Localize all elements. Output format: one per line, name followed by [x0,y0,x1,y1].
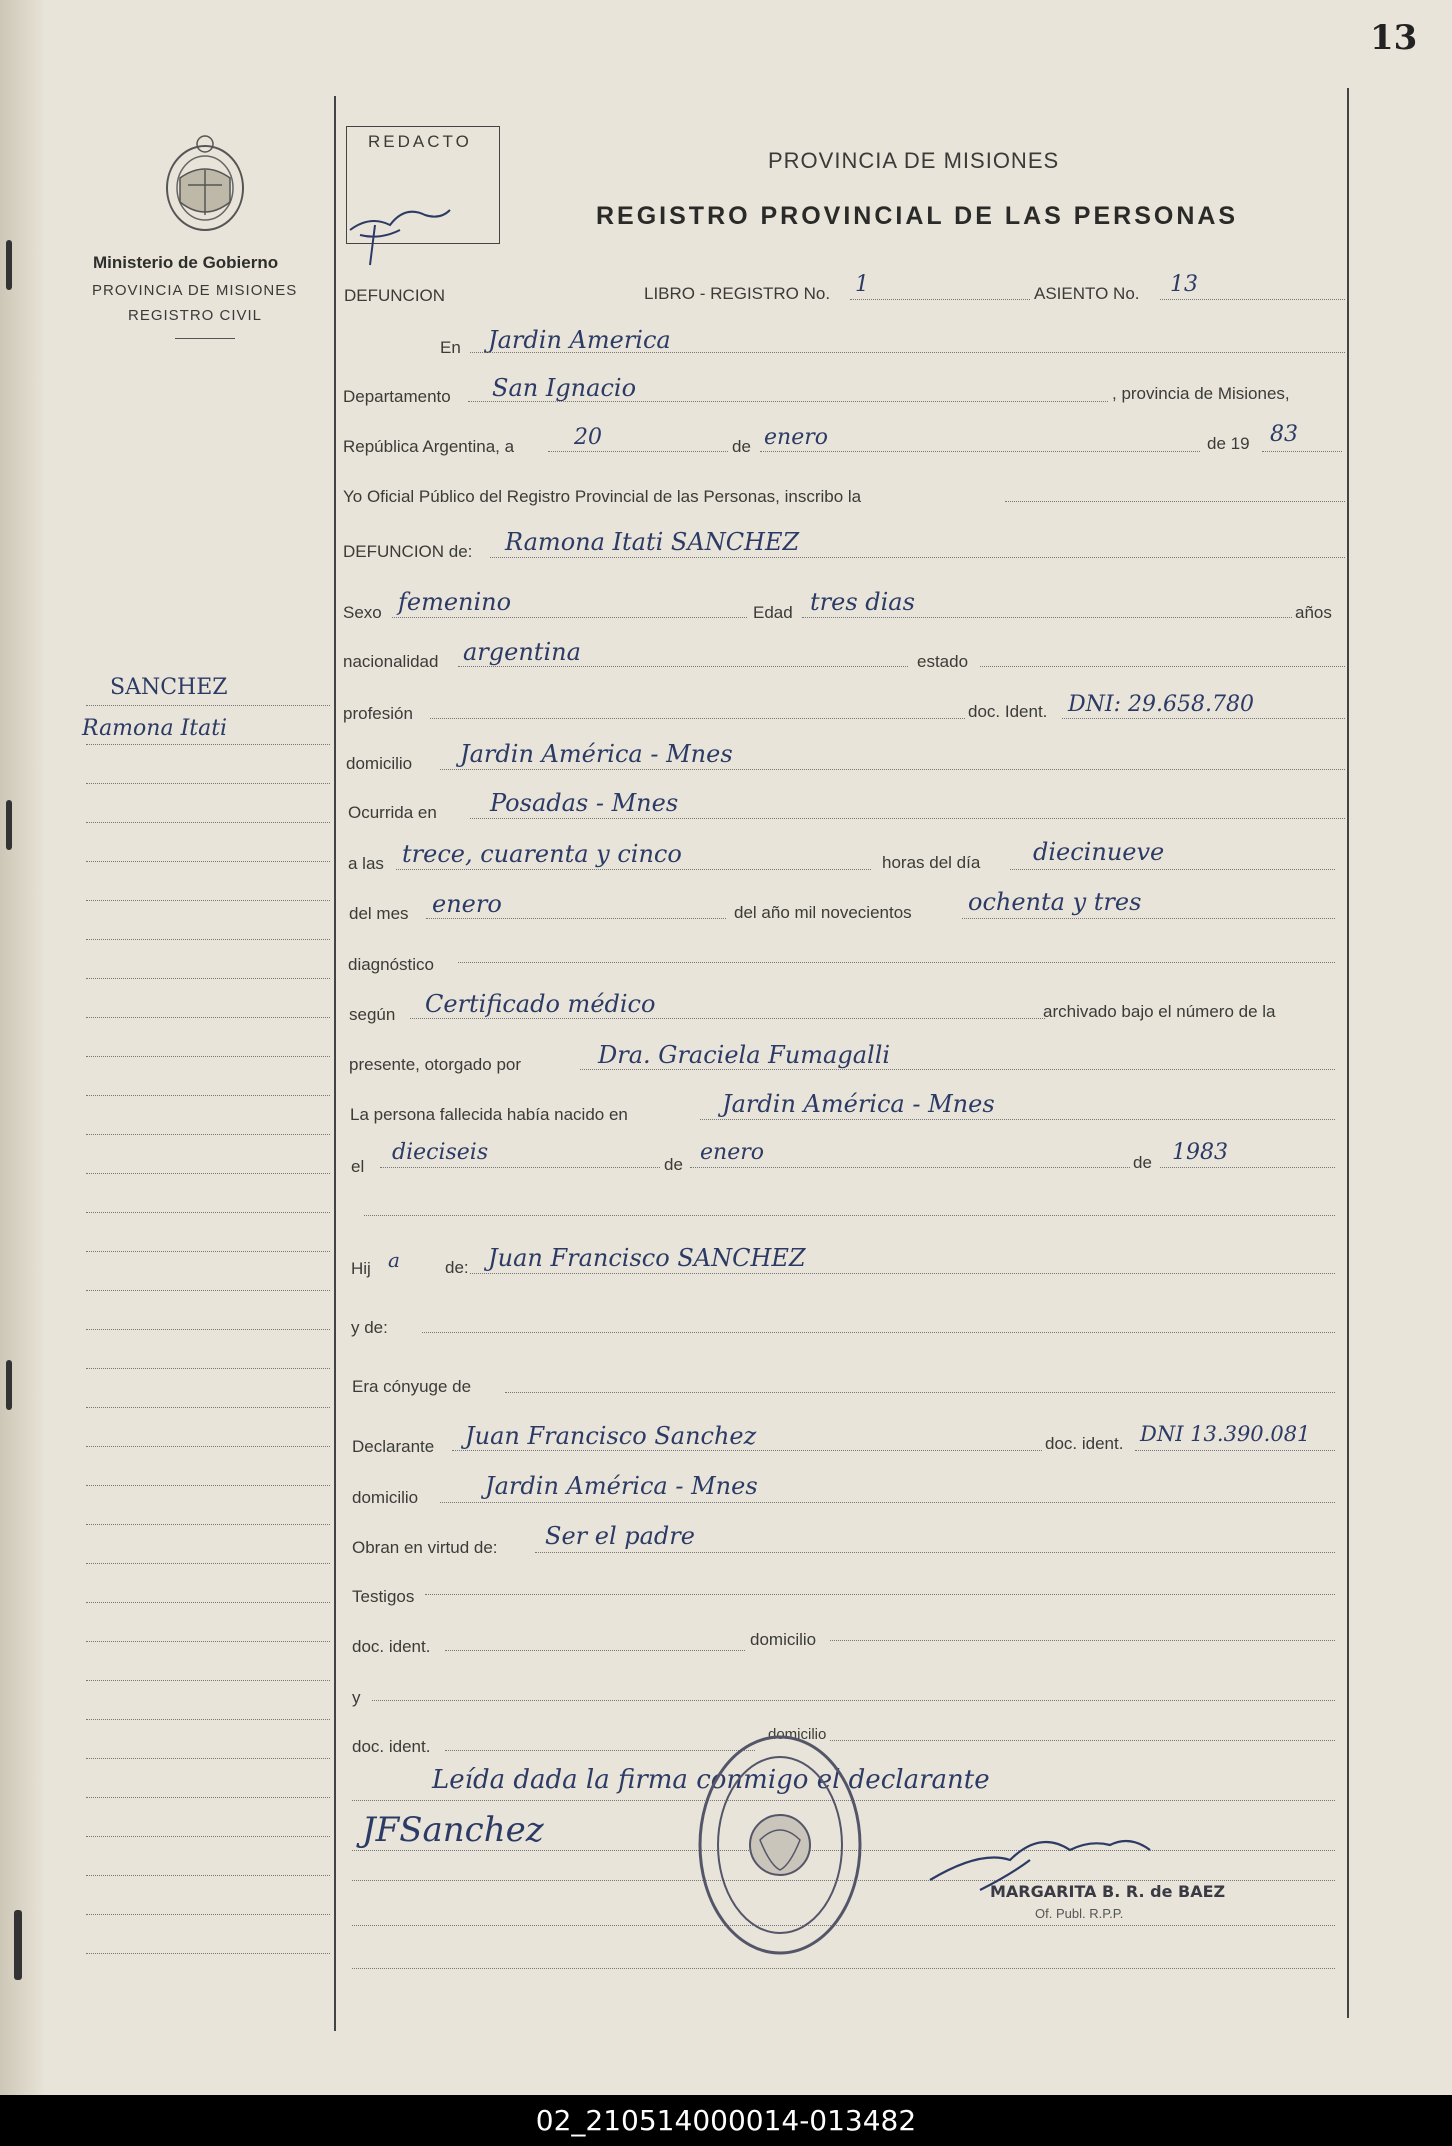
defuncion-de-label: DEFUNCION de: [343,542,473,561]
hij-suffix: a [388,1248,400,1272]
margin-rule [86,822,330,823]
a-las-label: a las [348,854,384,873]
fill-line [452,1450,1042,1451]
leida-text: Leída dada la firma conmigo el declarante [432,1765,990,1795]
binding-edge [0,0,46,2095]
margin-surname: SANCHEZ [110,675,228,700]
departamento-label: Departamento [343,387,451,406]
margin-rule [86,1095,330,1096]
fill-line [802,617,1292,618]
footer-id: 02_210514000014-013482 [0,2095,1452,2146]
fill-line [490,557,1345,558]
fill-line [440,769,1345,770]
margin-rule [86,1719,330,1720]
anio-value: 83 [1270,422,1298,447]
testigo1-domicilio-label: domicilio [750,1630,817,1649]
sexo-label: Sexo [343,603,382,622]
binding-hole [6,1360,12,1410]
conyuge-label: Era cónyuge de [352,1377,472,1396]
fill-line [700,1119,1335,1120]
obran-label: Obran en virtud de: [352,1538,498,1557]
fill-line [410,1018,1045,1019]
fill-line [535,1552,1335,1553]
hij-de-label: de: [445,1258,469,1277]
nacido-label: La persona fallecida había nacido en [350,1105,628,1124]
defuncion-de-value: Ramona Itati SANCHEZ [505,528,800,556]
margin-rule [86,1914,330,1915]
official-stamp [695,1730,865,1960]
margin-rule [86,1641,330,1642]
redacto-label: REDACTO [368,132,472,151]
margin-rule [86,1134,330,1135]
el-label: el [351,1157,365,1176]
anos-label: años [1295,603,1332,622]
coat-of-arms-icon [158,130,252,240]
fill-line [548,451,728,452]
page-number: 13 [1370,18,1418,58]
fill-line [980,666,1345,667]
en-label: En [440,338,461,357]
header-registry: REGISTRO PROVINCIAL DE LAS PERSONAS [596,202,1239,230]
republica-label: República Argentina, a [343,437,515,456]
margin-rule [86,783,330,784]
del-mes-label: del mes [349,904,409,923]
fill-line [430,718,965,719]
margin-rule [86,1368,330,1369]
hij-label: Hij [351,1259,371,1278]
archivado-label: archivado bajo el número de la [1043,1002,1276,1021]
obran-value: Ser el padre [545,1522,695,1550]
margin-rule [86,1173,330,1174]
declarante-label: Declarante [352,1437,435,1456]
fill-line [372,1700,1335,1701]
fill-line [1160,299,1345,300]
declarante-domicilio-value: Jardin América - Mnes [485,1472,758,1500]
fill-line [470,1273,1335,1274]
el-anio-value: 1983 [1172,1140,1228,1165]
margin-rule [86,1017,330,1018]
del-mes-value: enero [432,890,502,918]
defuncion-label: DEFUNCION [344,286,446,305]
segun-value: Certificado médico [425,990,656,1018]
profesion-label: profesión [343,704,413,723]
fill-line [580,1069,1335,1070]
margin-rule [86,939,330,940]
margin-rule [86,978,330,979]
header-province: PROVINCIA DE MISIONES [768,148,1060,173]
domicilio-value: Jardin América - Mnes [460,740,733,768]
margin-rule [86,861,330,862]
sexo-value: femenino [398,588,512,616]
margin-rule [86,1602,330,1603]
margin-rule [86,1875,330,1876]
fill-line [468,401,1108,402]
margin-rule [86,1797,330,1798]
horas-value: diecinueve [1033,838,1165,866]
fill-line [380,1167,660,1168]
fill-line [690,1167,1130,1168]
y-label: y [352,1688,361,1707]
asiento-value: 13 [1170,272,1198,297]
declarante-domicilio-label: domicilio [352,1488,419,1507]
nacionalidad-label: nacionalidad [343,652,439,671]
testigos-label: Testigos [352,1587,415,1606]
edad-label: Edad [753,603,793,622]
fill-line [830,1640,1335,1641]
fill-line [962,918,1335,919]
margin-rule [86,1953,330,1954]
fill-line [440,1502,1335,1503]
margin-rule [86,1836,330,1837]
fill-line [1262,451,1342,452]
del-ano-label: del año mil novecientos [734,903,912,922]
ministry-office: REGISTRO CIVIL [128,307,263,324]
margin-rule [86,1056,330,1057]
fill-line [760,451,1200,452]
divider [175,338,235,339]
fill-line [470,352,1345,353]
binding-hole [14,1910,22,1980]
fill-line [364,1215,1335,1216]
fill-line [1010,869,1335,870]
fill-line [1062,718,1345,719]
de-label: de [732,437,751,456]
mes-value: enero [764,425,828,450]
redacto-signature [330,185,470,275]
estado-label: estado [917,652,969,671]
fill-line [1005,501,1345,502]
yo-oficial-label: Yo Oficial Público del Registro Provincial de las Personas, inscribo la [343,487,862,506]
fill-line [850,299,1030,300]
margin-rule [86,1290,330,1291]
declarante-doc-value: DNI 13.390.081 [1140,1422,1311,1446]
departamento-value: San Ignacio [492,374,637,402]
fill-line [426,918,726,919]
otorgado-por-value: Dra. Graciela Fumagalli [598,1041,891,1069]
ocurrida-en-value: Posadas - Mnes [490,789,679,817]
official-title: Of. Publ. R.P.P. [1035,1906,1124,1921]
horas-label: horas del día [882,853,981,872]
binding-hole [6,240,12,290]
margin-rule [86,1329,330,1330]
de-19-label: de 19 [1207,434,1250,453]
fill-line [445,1650,745,1651]
right-column-rule [1347,88,1349,2018]
diagnostico-label: diagnóstico [348,955,435,974]
el-de-label: de [664,1155,683,1174]
fill-line [396,869,871,870]
ocurrida-en-label: Ocurrida en [348,803,437,822]
segun-label: según [349,1005,396,1024]
margin-rule [86,1524,330,1525]
fill-line [422,1332,1335,1333]
asiento-label: ASIENTO No. [1034,284,1140,303]
margin-rule [86,900,330,901]
official-name: MARGARITA B. R. de BAEZ [990,1882,1226,1901]
doc-ident-value: DNI: 29.658.780 [1068,692,1254,717]
el-de2-label: de [1133,1153,1152,1172]
testigo2-domicilio-label: domicilio [768,1726,827,1743]
y-de-label: y de: [351,1318,388,1337]
margin-rule [86,744,330,745]
margin-rule [86,1407,330,1408]
margin-rule [86,1212,330,1213]
nacido-value: Jardin América - Mnes [722,1090,995,1118]
fill-line [392,617,747,618]
margin-rule [86,1446,330,1447]
el-mes-value: enero [700,1140,764,1165]
edad-value: tres dias [810,588,915,616]
fill-line [505,1392,1335,1393]
testigo2-doc-label: doc. ident. [352,1737,431,1756]
margin-rule [86,1758,330,1759]
fill-line [1135,1450,1335,1451]
libro-value: 1 [855,272,869,297]
fill-line [458,666,908,667]
dia-value: 20 [574,425,602,450]
margin-rule [86,1485,330,1486]
left-column-rule [334,96,336,2031]
fill-line [830,1740,1335,1741]
fill-line [352,1968,1335,1969]
en-value: Jardin America [488,326,671,354]
testigo1-doc-label: doc. ident. [352,1637,431,1656]
margin-rule [86,1680,330,1681]
padre-value: Juan Francisco SANCHEZ [488,1244,806,1272]
domicilio-label: domicilio [346,754,413,773]
nacionalidad-value: argentina [463,638,581,666]
libro-label: LIBRO - REGISTRO No. [644,284,831,303]
margin-rule [86,705,330,706]
ministry-province: PROVINCIA DE MISIONES [92,282,298,299]
doc-ident-label: doc. Ident. [968,702,1048,721]
declarante-doc-label: doc. ident. [1045,1434,1124,1453]
margin-rule [86,1251,330,1252]
a-las-value: trece, cuarenta y cinco [402,840,682,868]
binding-hole [6,800,12,850]
ministry-title: Ministerio de Gobierno [93,253,279,272]
declarante-value: Juan Francisco Sanchez [465,1422,757,1450]
del-ano-value: ochenta y tres [968,888,1142,916]
fill-line [458,962,1335,963]
fill-line [470,818,1345,819]
el-dia-value: dieciseis [392,1140,489,1165]
fill-line [1160,1167,1335,1168]
margin-given-names: Ramona Itati [82,716,228,741]
provincia-label: , provincia de Misiones, [1112,384,1290,403]
declarant-signature: JFSanchez [362,1810,544,1850]
margin-rule [86,1563,330,1564]
presente-label: presente, otorgado por [349,1055,522,1074]
fill-line [425,1594,1335,1595]
